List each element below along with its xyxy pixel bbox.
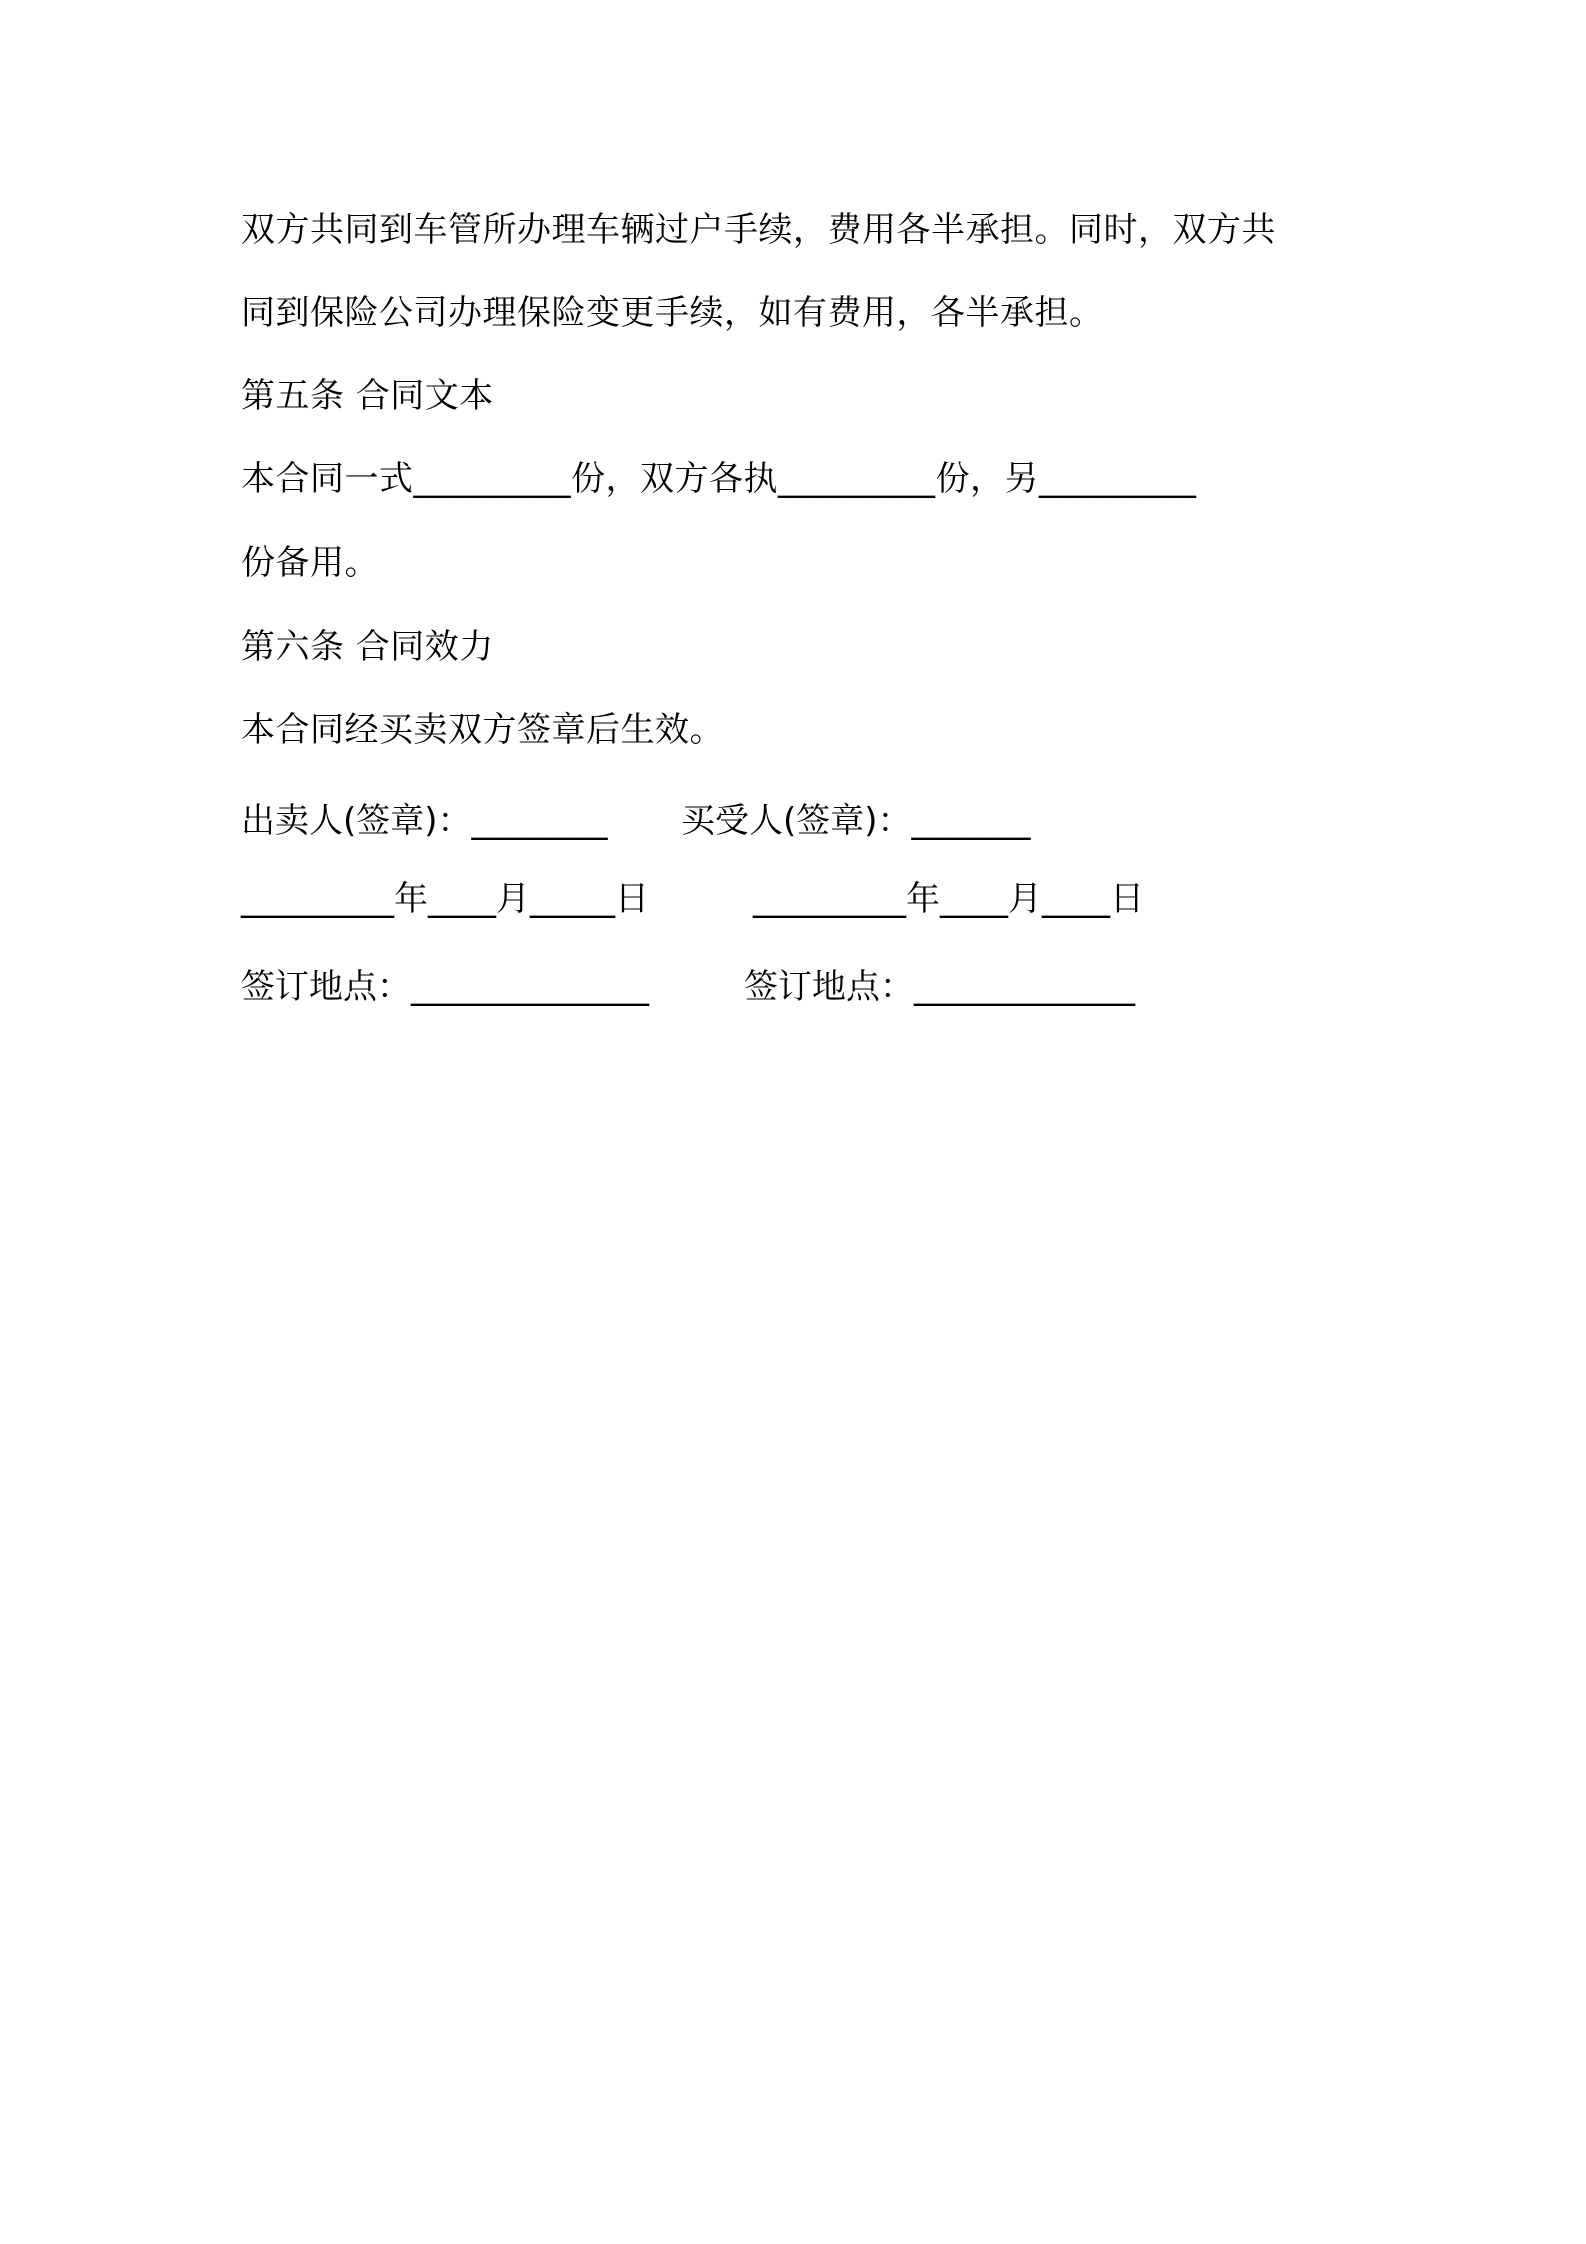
paragraph-line: 本合同经买卖双方签章后生效。	[241, 710, 724, 750]
article-5-heading: 第五条 合同文本	[241, 376, 494, 416]
buyer-signing-place: 签订地点：_____________	[744, 967, 1135, 1007]
place-row	[241, 967, 1361, 1007]
buyer-date: _________年____月____日	[753, 879, 1144, 919]
paragraph-line: 本合同一式_________份，双方各执_________份，另_________	[241, 459, 1197, 499]
signature-row	[241, 801, 1361, 841]
paragraph-line: 双方共同到车管所办理车辆过户手续，费用各半承担。同时，双方共	[241, 210, 1276, 250]
article-6-heading: 第六条 合同效力	[241, 627, 494, 667]
date-row	[241, 879, 1361, 919]
seller-date: _________年____月_____日	[241, 879, 649, 919]
seller-signature: 出卖人(签章)：________	[241, 801, 608, 841]
seller-signing-place: 签订地点：______________	[241, 967, 649, 1007]
buyer-signature: 买受人(签章)：_______	[681, 801, 1031, 841]
paragraph-line: 同到保险公司办理保险变更手续，如有费用，各半承担。	[241, 293, 1104, 333]
paragraph-line: 份备用。	[241, 543, 379, 583]
